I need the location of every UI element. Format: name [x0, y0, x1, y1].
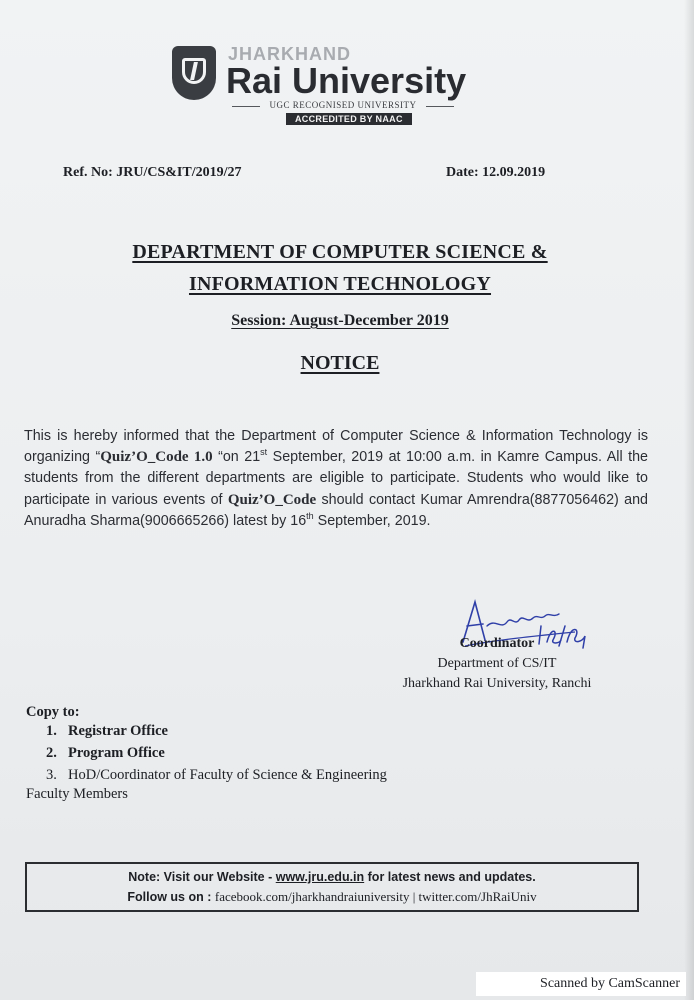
ordinal-st: st — [260, 447, 268, 458]
body-segment-2: “on 21 — [212, 449, 261, 466]
department-heading — [60, 236, 620, 300]
shield-icon — [172, 46, 216, 100]
reference-number — [63, 165, 242, 181]
date-label: Date: — [446, 165, 483, 180]
copy-to-list — [46, 720, 387, 786]
date-value: 12.09.2019 — [482, 165, 546, 180]
page-edge-shadow — [684, 0, 694, 1000]
body-segment-5: September, 2019. — [313, 512, 431, 529]
brand-top-text: JHARKHAND — [228, 44, 352, 64]
list-item: 1. Registrar Office — [46, 723, 168, 739]
event-short-name: Quiz’O_Code — [227, 491, 317, 508]
body-segment-4: should contact Kumar Amrendra(8877056462) and Anuradha Sharma(9006665266) latest by 16 — [24, 491, 648, 529]
naac-badge: ACCREDITED BY NAAC — [286, 113, 412, 125]
ref-value: JRU/CS&IT/2019/27 — [116, 165, 242, 180]
list-item: 3. HoD/Coordinator of Faculty of Science & Engineering — [46, 767, 387, 783]
faculty-members: Faculty Members — [26, 786, 128, 802]
coordinator-title: Coordinator — [459, 636, 535, 651]
body-segment-1: This is hereby informed that the Department of Computer Science & Information Technology is organizing “ — [24, 428, 648, 466]
camscanner-watermark: Scanned by CamScanner — [476, 972, 686, 996]
list-item: 2. Program Office — [46, 745, 165, 761]
brand-main-text: Rai University — [226, 60, 467, 101]
brand-sub-text: UGC RECOGNISED UNIVERSITY — [238, 100, 448, 110]
signature-block — [382, 634, 612, 694]
university-logo — [168, 40, 518, 130]
body-segment-3: September, 2019 at 10:00 a.m. in Kamre Campus. All the students from the different departments are eligible to participate. Students who would like to participate in various events of — [24, 449, 648, 508]
social-links[interactable]: facebook.com/jharkhandraiuniversity | twitter.com/JhRaiUniv — [214, 889, 537, 904]
footer-note-box — [25, 862, 639, 912]
signature-department: Department of CS/IT — [437, 656, 557, 671]
event-name: Quiz’O_Code 1.0 — [100, 449, 213, 466]
copy-to-label: Copy to: — [26, 704, 80, 720]
notice-title: NOTICE — [300, 352, 380, 374]
ref-label: Ref. No: — [63, 165, 117, 180]
ordinal-th: th — [306, 511, 314, 522]
footer-follow-line: Follow us on : facebook.com/jharkhandraiuniversity | twitter.com/JhRaiUniv — [127, 889, 537, 904]
department-line-2: INFORMATION TECHNOLOGY — [188, 273, 492, 295]
footer-note-line: Note: Visit our Website - www.jru.edu.in for latest news and updates. — [128, 870, 536, 884]
signature-university: Jharkhand Rai University, Ranchi — [402, 676, 592, 691]
department-line-1: DEPARTMENT OF COMPUTER SCIENCE & — [132, 241, 548, 263]
notice-body — [24, 426, 648, 532]
session-heading: Session: August-December 2019 — [231, 312, 449, 329]
website-link[interactable]: www.jru.edu.in — [275, 870, 365, 884]
notice-date — [446, 165, 545, 181]
